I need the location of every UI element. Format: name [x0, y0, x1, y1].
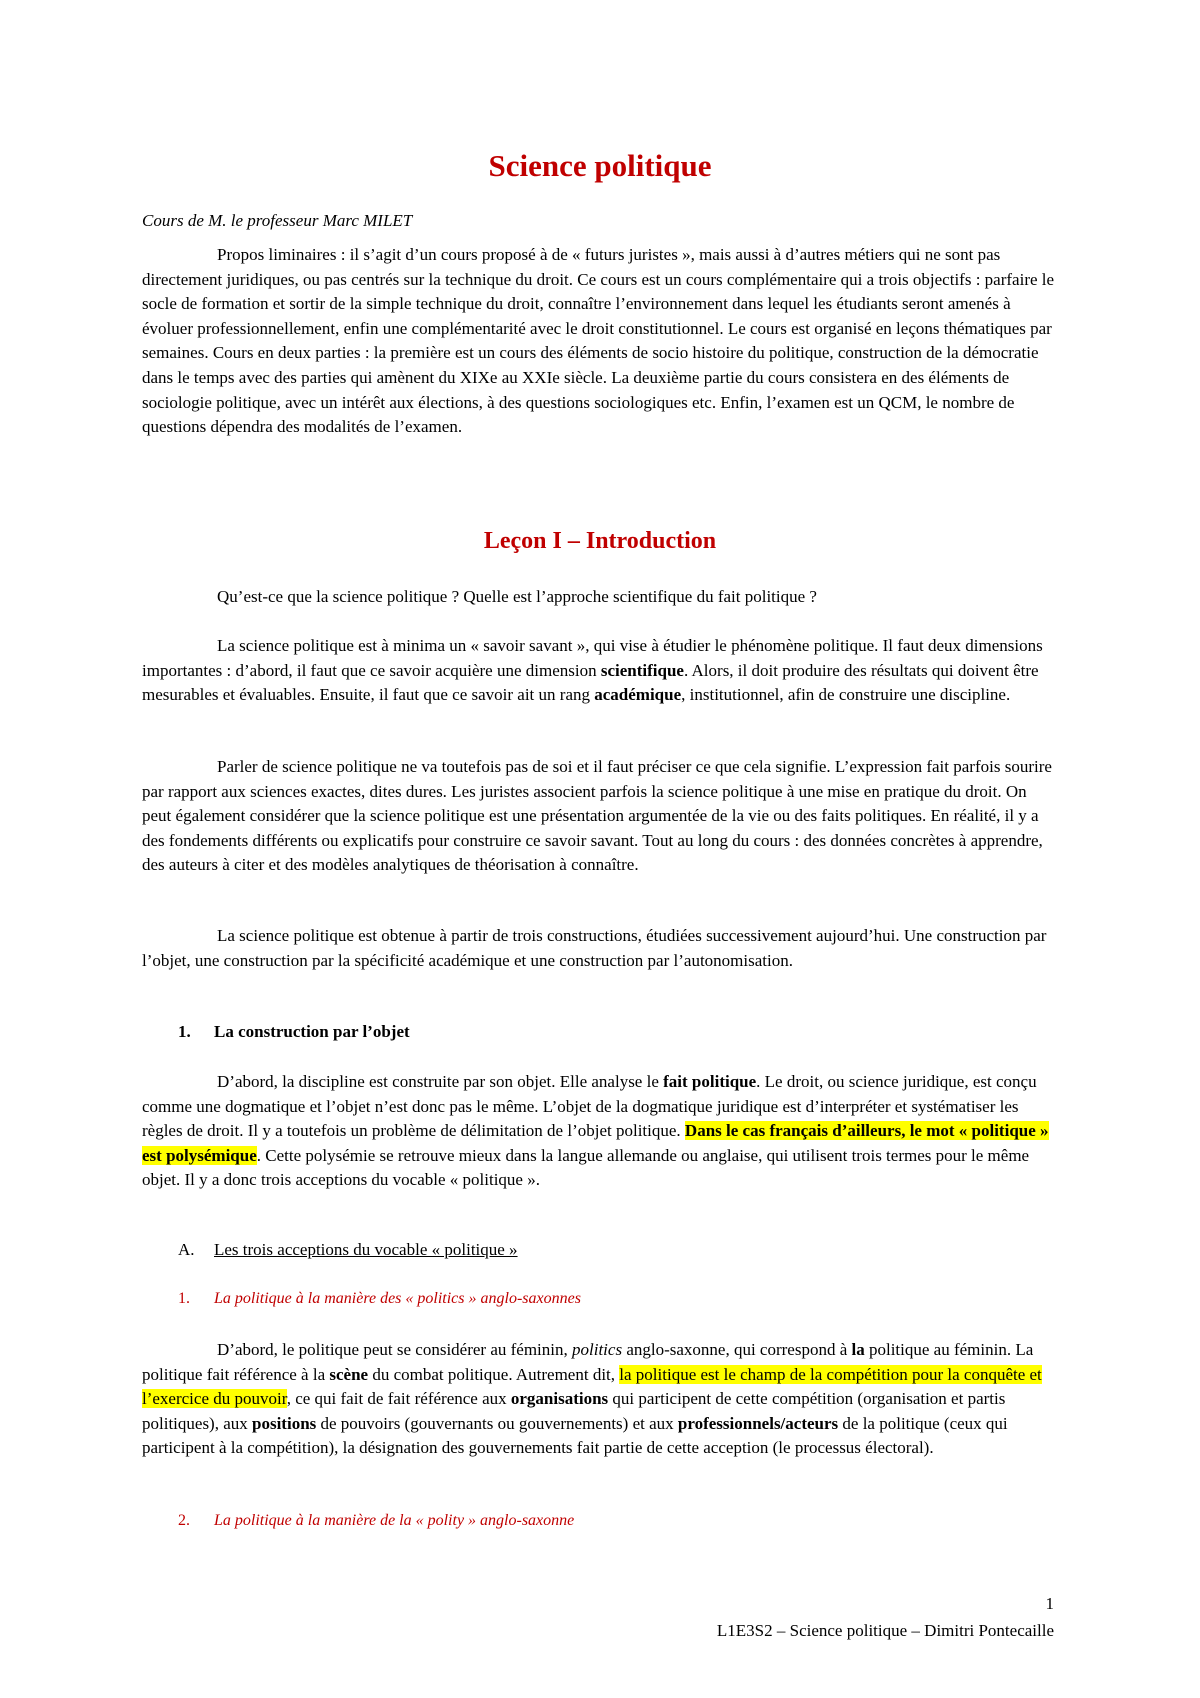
- para1-text-e: , institutionnel, afin de construire une discipline.: [681, 685, 1011, 705]
- page-number: 1: [1045, 1594, 1054, 1613]
- subsection-letter: A.: [178, 1240, 195, 1259]
- subsection-heading-a: [178, 1240, 518, 1260]
- para4-text-a: D’abord, la discipline est construite par son objet. Elle analyse le: [217, 1072, 664, 1091]
- para1-bold-academique: académique: [594, 685, 682, 705]
- para5-text-i: , ce qui fait de fait référence aux: [286, 1389, 511, 1409]
- para5-text-g: du combat politique. Autrement dit,: [368, 1364, 620, 1384]
- paragraph-1: [142, 634, 1058, 708]
- para5-text-k: qui participent de cette compétition (organisation et partis politiques), aux: [142, 1389, 1006, 1433]
- lesson-heading: Leçon I – Introduction: [483, 528, 717, 554]
- paragraph-2: [142, 755, 1058, 878]
- para2-text: Parler de science politique ne va toutefois pas de soi et il faut préciser ce que cela signifie. L’expression fait parfois sourire par rapport aux sciences exactes, dites dures. Les juristes associent parfois la science politique à une mise en pratique du droit. On peut également considérer que la science politique est une présentation argumentée de la vie ou des faits politiques. En réalité, il y a des fondements différents ou explicatifs pour construire ce savoir savant. Tout au long du cours : des données concrètes à apprendre, des auteurs à citer et des modèles analytiques de théorisation à connaître.: [142, 757, 1052, 875]
- para1-bold-scientifique: scientifique: [600, 660, 684, 680]
- para4-text-e: . Cette polysémie se retrouve mieux dans la langue allemande ou anglaise, qui utilisent trois termes pour le même objet. Il y a donc trois acceptions du vocable « politique ».: [142, 1145, 1030, 1190]
- intro-paragraph: [142, 243, 1058, 440]
- para5-bold-la: la: [851, 1340, 865, 1359]
- course-subtitle: Cours de M. le professeur Marc MILET: [142, 211, 413, 230]
- sub-heading-label: La politique à la manière de la « polity » anglo-saxonne: [214, 1512, 575, 1529]
- para5-bold-positions: positions: [252, 1413, 317, 1433]
- section-number: 1.: [178, 1022, 191, 1041]
- para5-text-a: D’abord, le politique peut se considérer au féminin,: [217, 1340, 572, 1359]
- para5-bold-scene: scène: [329, 1364, 369, 1384]
- para1-text-a: La science politique est à minima un « savoir savant », qui vise à étudier le phénomène politique. Il faut deux dimensions importantes : d’abord, il faut que ce savoir acquière une dimension: [142, 636, 1043, 680]
- document-title: Science politique: [488, 148, 712, 183]
- para5-text-c: anglo-saxonne, qui correspond à: [622, 1340, 852, 1359]
- para5-highlight: la politique est le champ de la compétition pour la conquête et l’exercice du pouvoir: [142, 1364, 1042, 1409]
- para4-highlight: Dans le cas français d’ailleurs, le mot « politique » est polysémique: [142, 1121, 1049, 1165]
- question-paragraph: [142, 585, 1058, 610]
- para5-bold-organisations: organisations: [510, 1389, 609, 1409]
- sub-heading-2: [178, 1512, 574, 1530]
- sub-heading-number: 1.: [178, 1290, 190, 1307]
- para5-text-e: politique au féminin. La politique fait référence à la: [142, 1340, 1034, 1384]
- paragraph-5: [142, 1338, 1058, 1461]
- para5-text-o: de la politique (ceux qui participent à la compétition), la désignation des gouvernements fait partie de cette acception (le processus électoral).: [142, 1413, 1008, 1458]
- para3-text: La science politique est obtenue à partir de trois constructions, étudiées successivement aujourd’hui. Une construction par l’objet, une construction par la spécificité académique et une construction par l’autonomisation.: [142, 926, 1047, 970]
- sub-heading-number: 2.: [178, 1512, 190, 1529]
- section-label: La construction par l’objet: [214, 1022, 410, 1041]
- page-footer: L1E3S2 – Science politique – Dimitri Pontecaille: [716, 1621, 1054, 1640]
- para5-text-m: de pouvoirs (gouvernants ou gouvernements) et aux: [316, 1413, 678, 1433]
- intro-text: Propos liminaires : il s’agit d’un cours proposé à de « futurs juristes », mais aussi à d’autres métiers qui ne sont pas directement juridiques, ou pas centrés sur la technique du droit. Ce cours est un cours complémentaire qui a trois objectifs : parfaire le socle de formation et sortir de la simple technique du droit, connaître l’environnement dans lequel les étudiants seront amenés à évoluer professionnellement, enfin une complémentarité avec le droit constitutionnel. Le cours est organisé en leçons thématiques par semaines. Cours en deux parties : la première est un cours des éléments de socio histoire du politique, construction de la démocratie dans le temps avec des parties qui amènent du XIXe au XXIe siècle. La deuxième partie du cours consistera en des éléments de sociologie politique, avec un intérêt aux élections, à des questions sociologiques etc. Enfin, l’examen est un QCM, le nombre de questions dépendra des modalités de l’examen.: [142, 245, 1055, 437]
- para4-bold-fait-politique: fait politique: [663, 1072, 757, 1091]
- section-heading-1: [178, 1022, 410, 1042]
- question-text: Qu’est-ce que la science politique ? Quelle est l’approche scientifique du fait politique ?: [217, 587, 817, 606]
- paragraph-4: [142, 1070, 1058, 1193]
- document-page: [142, 0, 1058, 1698]
- para4-text-c: . Le droit, ou science juridique, est conçu comme une dogmatique et l’objet n’est donc pas le même. L’objet de la dogmatique juridique est d’interpréter et systématiser les règles de droit. Il y a toutefois un problème de délimitation de l’objet politique.: [142, 1072, 1037, 1141]
- sub-heading-label: La politique à la manière des « politics » anglo-saxonnes: [214, 1290, 581, 1307]
- para5-italic-politics: politics: [572, 1340, 623, 1359]
- paragraph-3: [142, 924, 1058, 973]
- subsection-label: Les trois acceptions du vocable « politique »: [214, 1240, 518, 1259]
- para5-bold-professionnels: professionnels/acteurs: [677, 1413, 839, 1433]
- sub-heading-1: [178, 1290, 581, 1308]
- para1-text-c: . Alors, il doit produire des résultats qui doivent être mesurables et évaluables. Ensuite, il faut que ce savoir ait un rang: [142, 660, 1039, 705]
